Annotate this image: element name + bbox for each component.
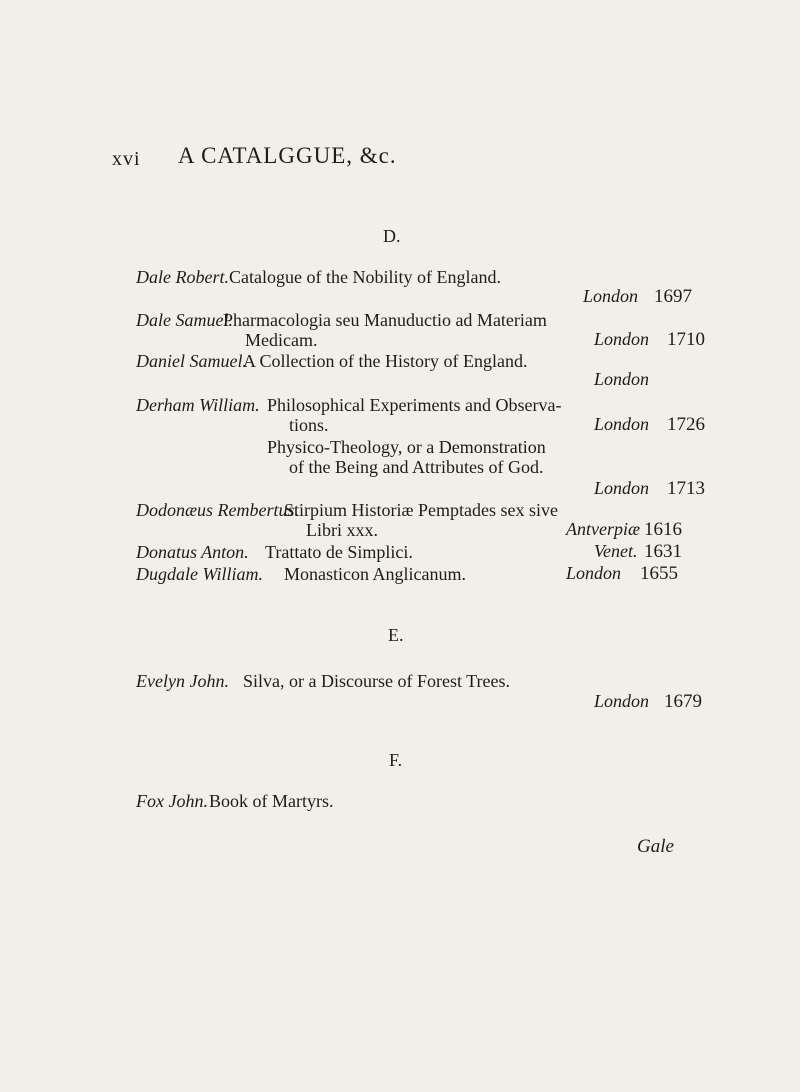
entry-title-line-2: Libri xxx. <box>306 520 378 540</box>
entry-place: London <box>566 563 622 583</box>
entry-place: Antverpiæ <box>566 519 640 539</box>
catchword: Gale <box>637 836 674 857</box>
entry-place: London <box>594 329 650 349</box>
entry-title: Silva, or a Discourse of Forest Trees. <box>243 671 510 691</box>
entry-author: Dale Robert. <box>136 267 229 287</box>
entry-title-line-2: of the Being and Attributes of God. <box>289 457 544 477</box>
section-heading-e: E. <box>388 625 404 645</box>
page-number: xvi <box>112 148 141 170</box>
entry-title: Book of Martyrs. <box>209 791 334 811</box>
entry-place: London <box>594 478 650 498</box>
entry-author: Donatus Anton. <box>136 542 249 562</box>
entry-place: London <box>583 286 639 306</box>
entry-year: 1631 <box>644 541 682 562</box>
entry-year: 1697 <box>654 286 692 307</box>
entry-year: 1616 <box>644 519 682 540</box>
entry-author: Evelyn John. <box>136 671 229 691</box>
entry-author: Dodonæus Rembertus. <box>136 500 299 520</box>
entry-title: A Collection of the History of England. <box>243 351 528 371</box>
entry-author: Derham William. <box>136 395 260 415</box>
entry-title: Monasticon Anglicanum. <box>284 564 466 584</box>
entry-title-line-1: Stirpium Historiæ Pemptades sex sive <box>284 500 558 520</box>
entry-place: London <box>594 369 650 389</box>
entry-year: 1655 <box>640 563 678 584</box>
entry-year: 1710 <box>667 329 705 350</box>
entry-place: London <box>594 691 650 711</box>
entry-author: Dale Samuel. <box>136 310 233 330</box>
entry-title-line-1: Physico-Theology, or a Demonstration <box>267 437 546 457</box>
entry-author: Daniel Samuel. <box>136 351 247 371</box>
section-heading-f: F. <box>389 750 403 770</box>
entry-title-line-1: Philosophical Experiments and Observa- <box>267 395 562 415</box>
entry-year: 1679 <box>664 691 702 712</box>
entry-author: Fox John. <box>136 791 208 811</box>
entry-title-line-2: Medicam. <box>245 330 318 350</box>
entry-place: Venet. <box>594 541 638 561</box>
entry-year: 1713 <box>667 478 705 499</box>
entry-title-line-2: tions. <box>289 415 329 435</box>
entry-year: 1726 <box>667 414 705 435</box>
entry-title-line-1: Pharmacologia seu Manuductio ad Materiam <box>223 310 547 330</box>
entry-title: Trattato de Simplici. <box>265 542 413 562</box>
entry-author: Dugdale William. <box>136 564 263 584</box>
running-title: A CATALGGUE, &c. <box>178 143 397 168</box>
entry-title: Catalogue of the Nobility of England. <box>229 267 501 287</box>
entry-place: London <box>594 414 650 434</box>
section-heading-d: D. <box>383 226 401 246</box>
